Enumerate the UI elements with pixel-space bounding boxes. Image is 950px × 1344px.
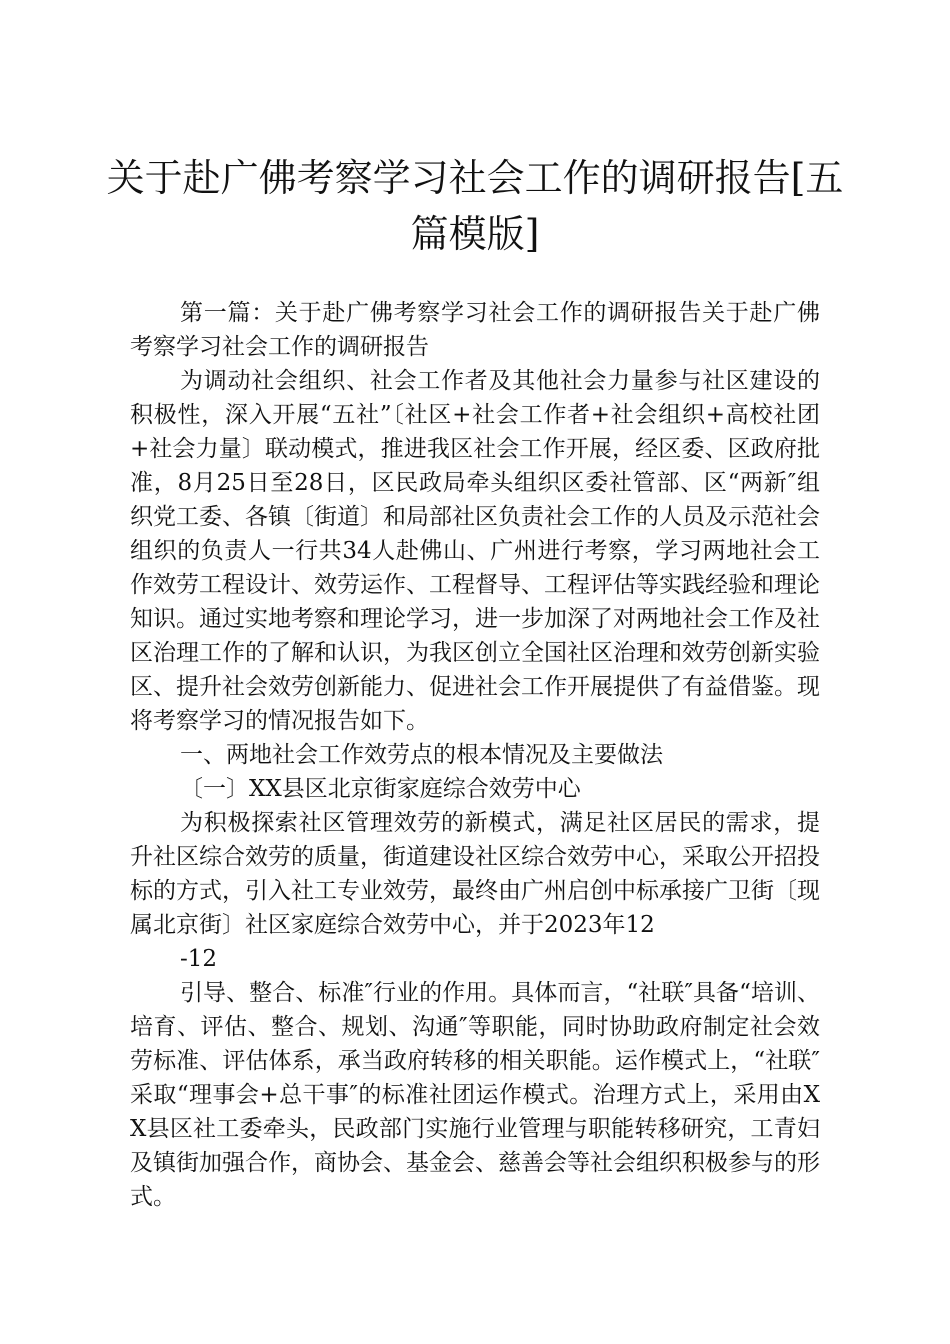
section-heading: 一、两地社会工作效劳点的根本情况及主要做法 xyxy=(180,742,663,768)
document-title: 关于赴广佛考察学习社会工作的调研报告[五篇模版] xyxy=(106,156,844,256)
document-body xyxy=(130,296,820,1214)
paragraph-intro: 为调动社会组织、社会工作者及其他社会力量参与社区建设的积极性，深入开展“五社”〔社区+社会工作者+社会组织+高校社团+社会力量〕联动模式，推进我区社会工作开展，经区委、区政府批准，8月25日至28日，区民政局牵头组织区委社管部、区“两新″组织党工委、各镇〔街道〕和局部社区负责社会工作的人员及示范社会组织的负责人一行共34人赴佛山、广州进行考察，学习两地社会工作效劳工程设计、效劳运作、工程督导、工程评估等实践经验和理论知识。通过实地考察和理论学习，进一步加深了对两地社会工作及社区治理工作的了解和认识，为我区创立全国社区治理和效劳创新实验区、提升社会效劳创新能力、促进社会工作开展提供了有益借鉴。现将考察学习的情况报告如下。 xyxy=(130,368,820,734)
page-fragment: -12 xyxy=(180,946,218,972)
paragraph-body: 为积极探索社区管理效劳的新模式，满足社区居民的需求，提升社区综合效劳的质量，街道建设社区综合效劳中心，采取公开招投标的方式，引入社工专业效劳，最终由广州启创中标承接广卫街〔现属北京街〕社区家庭综合效劳中心，并于2023年12 xyxy=(130,810,820,938)
subsection-heading: 〔一〕XX县区北京街家庭综合效劳中心 xyxy=(180,776,581,802)
paragraph-chapter-heading: 第一篇：关于赴广佛考察学习社会工作的调研报告关于赴广佛考察学习社会工作的调研报告 xyxy=(130,300,820,360)
paragraph-body: 引导、整合、标准″行业的作用。具体而言，“社联″具备“培训、培育、评估、整合、规划、沟通″等职能，同时协助政府制定社会效劳标准、评估体系，承当政府转移的相关职能。运作模式上，“社联″采取“理事会+总干事″的标准社团运作模式。治理方式上，采用由XX县区社工委牵头，民政部门实施行业管理与职能转移研究，工青妇及镇街加强合作，商协会、基金会、慈善会等社会组织积极参与的形式。 xyxy=(130,980,820,1210)
